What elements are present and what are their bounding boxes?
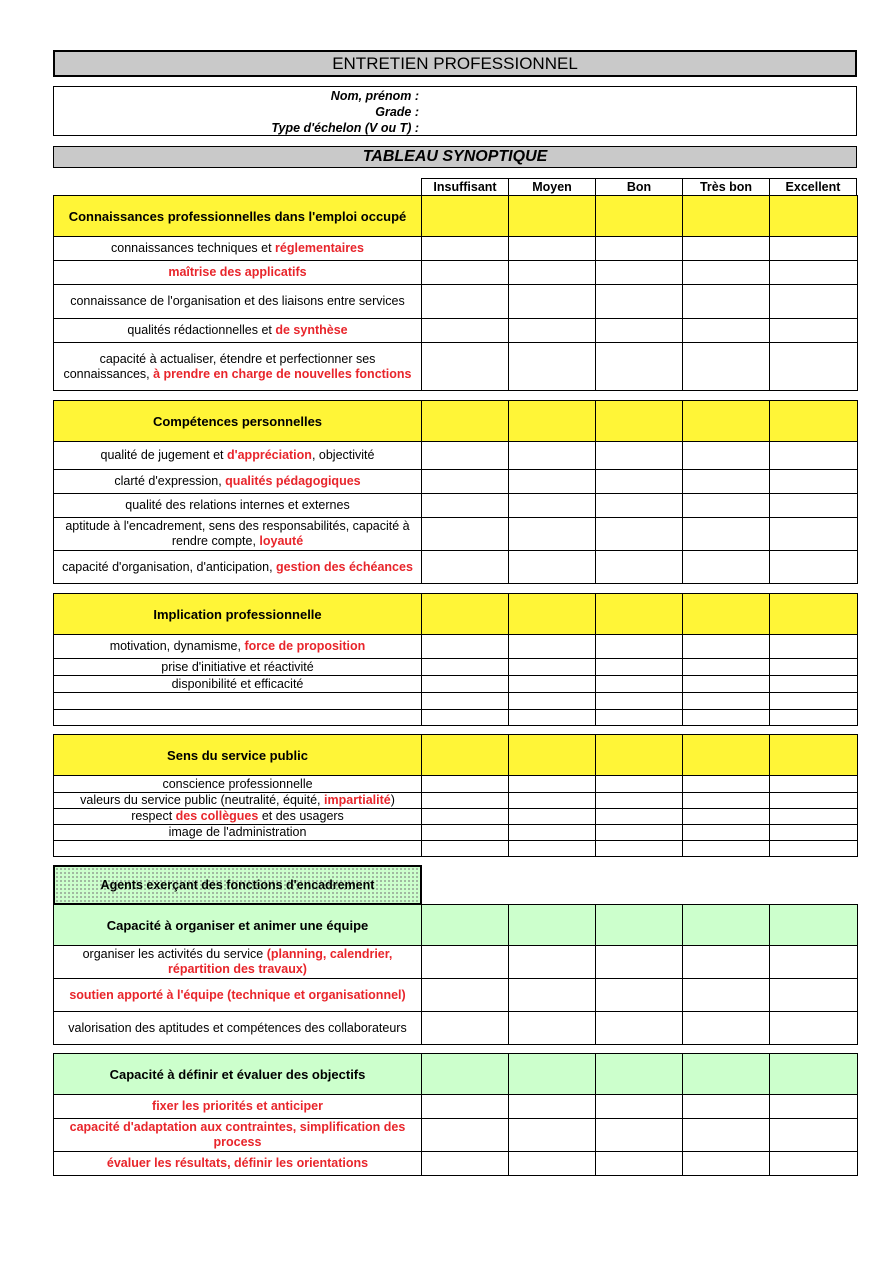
section-competences-personnelles bbox=[53, 400, 858, 584]
criterion-text: connaissances techniques et bbox=[111, 241, 276, 255]
rating-cell-insuffisant[interactable] bbox=[422, 676, 509, 693]
section-title: Capacité à organiser et animer une équipe bbox=[54, 905, 422, 946]
rating-cell-tres-bon[interactable] bbox=[683, 285, 770, 319]
rating-cell-tres-bon[interactable] bbox=[683, 693, 770, 710]
rating-cell-bon[interactable] bbox=[596, 946, 683, 979]
criterion-row bbox=[54, 676, 858, 693]
criterion-text: connaissance de l'organisation et des liaisons entre services bbox=[70, 294, 405, 308]
rating-cell-excellent[interactable] bbox=[770, 442, 858, 470]
section-header-cell bbox=[770, 905, 858, 946]
criterion-label bbox=[54, 1152, 422, 1176]
section-header-cell bbox=[422, 196, 509, 237]
rating-cell-moyen[interactable] bbox=[509, 659, 596, 676]
rating-cell-insuffisant[interactable] bbox=[422, 237, 509, 261]
criterion-row bbox=[54, 518, 858, 551]
rating-cell-moyen[interactable] bbox=[509, 551, 596, 584]
rating-cell-moyen[interactable] bbox=[509, 793, 596, 809]
criterion-text: clarté d'expression, bbox=[114, 474, 226, 488]
section-header-cell bbox=[509, 735, 596, 776]
criterion-row bbox=[54, 494, 858, 518]
criterion-row bbox=[54, 1095, 858, 1119]
rating-cell-bon[interactable] bbox=[596, 1012, 683, 1045]
rating-cell-tres-bon[interactable] bbox=[683, 551, 770, 584]
section-header-row bbox=[54, 401, 858, 442]
rating-cell-bon[interactable] bbox=[596, 1152, 683, 1176]
criterion-label bbox=[54, 693, 422, 710]
criterion-text-highlight: (planning, calendrier, répartition des travaux) bbox=[168, 947, 393, 976]
criterion-text-highlight: à prendre en charge de nouvelles fonctions bbox=[153, 366, 412, 381]
criterion-text: qualité de jugement et bbox=[100, 448, 227, 462]
criterion-row bbox=[54, 551, 858, 584]
rating-cell-moyen[interactable] bbox=[509, 841, 596, 857]
section-header-cell bbox=[596, 905, 683, 946]
criterion-row bbox=[54, 946, 858, 979]
rating-cell-tres-bon[interactable] bbox=[683, 676, 770, 693]
section-header-cell bbox=[596, 735, 683, 776]
rating-cell-bon[interactable] bbox=[596, 841, 683, 857]
rating-cell-moyen[interactable] bbox=[509, 710, 596, 726]
section-title: Implication professionnelle bbox=[54, 594, 422, 635]
rating-cell-insuffisant[interactable] bbox=[422, 261, 509, 285]
rating-cell-tres-bon[interactable] bbox=[683, 710, 770, 726]
column-header-moyen: Moyen bbox=[508, 178, 595, 195]
section-header-cell bbox=[683, 905, 770, 946]
section-sens-service-public bbox=[53, 734, 858, 857]
rating-cell-excellent[interactable] bbox=[770, 518, 858, 551]
rating-cell-bon[interactable] bbox=[596, 979, 683, 1012]
rating-cell-insuffisant[interactable] bbox=[422, 551, 509, 584]
section-header-cell bbox=[596, 594, 683, 635]
identity-box bbox=[53, 86, 857, 136]
rating-cell-bon[interactable] bbox=[596, 825, 683, 841]
rating-cell-tres-bon[interactable] bbox=[683, 841, 770, 857]
section-header-cell bbox=[422, 1054, 509, 1095]
criterion-label bbox=[54, 343, 422, 391]
criterion-row bbox=[54, 261, 858, 285]
section-header-cell bbox=[770, 735, 858, 776]
column-header-tres-bon: Très bon bbox=[682, 178, 769, 195]
criterion-label bbox=[54, 494, 422, 518]
criterion-text: et des usagers bbox=[258, 809, 344, 823]
rating-cell-excellent[interactable] bbox=[770, 343, 858, 391]
rating-cell-insuffisant[interactable] bbox=[422, 635, 509, 659]
criterion-text: prise d'initiative et réactivité bbox=[161, 659, 314, 674]
rating-cell-bon[interactable] bbox=[596, 319, 683, 343]
rating-cell-excellent[interactable] bbox=[770, 946, 858, 979]
rating-cell-insuffisant[interactable] bbox=[422, 841, 509, 857]
rating-cell-excellent[interactable] bbox=[770, 710, 858, 726]
rating-cell-excellent[interactable] bbox=[770, 693, 858, 710]
criterion-text-highlight: capacité d'adaptation aux contraintes, simplification des process bbox=[69, 1120, 406, 1149]
rating-cell-excellent[interactable] bbox=[770, 676, 858, 693]
rating-cell-tres-bon[interactable] bbox=[683, 442, 770, 470]
rating-cell-excellent[interactable] bbox=[770, 1012, 858, 1045]
section-header-row bbox=[54, 594, 858, 635]
section-definir-evaluer-objectifs bbox=[53, 1053, 858, 1176]
rating-cell-moyen[interactable] bbox=[509, 635, 596, 659]
criterion-label bbox=[54, 659, 422, 676]
criterion-label bbox=[54, 841, 422, 857]
rating-cell-tres-bon[interactable] bbox=[683, 470, 770, 494]
rating-cell-bon[interactable] bbox=[596, 343, 683, 391]
rating-cell-insuffisant[interactable] bbox=[422, 693, 509, 710]
section-header-cell bbox=[422, 735, 509, 776]
rating-cell-bon[interactable] bbox=[596, 237, 683, 261]
echelon-type-label: Type d'échelon (V ou T) : bbox=[271, 121, 419, 135]
criterion-row bbox=[54, 343, 858, 391]
criterion-text-highlight: fixer les priorités et anticiper bbox=[152, 1099, 323, 1113]
rating-cell-moyen[interactable] bbox=[509, 442, 596, 470]
rating-cell-moyen[interactable] bbox=[509, 946, 596, 979]
rating-cell-bon[interactable] bbox=[596, 693, 683, 710]
section-title: Capacité à définir et évaluer des objectifs bbox=[54, 1054, 422, 1095]
rating-cell-bon[interactable] bbox=[596, 659, 683, 676]
criterion-text: conscience professionnelle bbox=[162, 776, 313, 791]
section-title: Sens du service public bbox=[54, 735, 422, 776]
column-header-insuffisant: Insuffisant bbox=[421, 178, 508, 195]
criterion-row bbox=[54, 776, 858, 793]
rating-cell-moyen[interactable] bbox=[509, 343, 596, 391]
section-header-cell bbox=[509, 196, 596, 237]
section-connaissances-professionnelles bbox=[53, 195, 858, 391]
section-header-cell bbox=[683, 196, 770, 237]
rating-cell-excellent[interactable] bbox=[770, 979, 858, 1012]
criterion-text: organiser les activités du service bbox=[82, 947, 267, 961]
section-header-cell bbox=[509, 594, 596, 635]
rating-cell-insuffisant[interactable] bbox=[422, 1012, 509, 1045]
rating-cell-insuffisant[interactable] bbox=[422, 825, 509, 841]
rating-cell-excellent[interactable] bbox=[770, 551, 858, 584]
criterion-text: aptitude à l'encadrement, sens des responsabilités, capacité à rendre compte, bbox=[65, 519, 410, 548]
criterion-label bbox=[54, 1095, 422, 1119]
rating-cell-moyen[interactable] bbox=[509, 518, 596, 551]
rating-cell-excellent[interactable] bbox=[770, 1152, 858, 1176]
section-header-cell bbox=[683, 735, 770, 776]
criterion-text: capacité à actualiser, étendre et perfectionner ses connaissances, bbox=[63, 351, 376, 381]
rating-cell-tres-bon[interactable] bbox=[683, 635, 770, 659]
section-header-row bbox=[54, 196, 858, 237]
criterion-text: capacité d'organisation, d'anticipation, bbox=[62, 559, 277, 574]
section-header-cell bbox=[422, 905, 509, 946]
column-header-excellent: Excellent bbox=[769, 178, 857, 195]
criterion-label bbox=[54, 676, 422, 693]
section-header-cell bbox=[596, 1054, 683, 1095]
criterion-text-highlight: des collègues bbox=[175, 809, 259, 823]
rating-cell-moyen[interactable] bbox=[509, 1152, 596, 1176]
rating-cell-excellent[interactable] bbox=[770, 793, 858, 809]
criterion-text: respect bbox=[131, 809, 176, 823]
section-header-cell bbox=[770, 401, 858, 442]
criterion-label bbox=[54, 319, 422, 343]
page-title: ENTRETIEN PROFESSIONNEL bbox=[53, 50, 857, 77]
rating-cell-moyen[interactable] bbox=[509, 676, 596, 693]
rating-cell-tres-bon[interactable] bbox=[683, 343, 770, 391]
rating-cell-moyen[interactable] bbox=[509, 285, 596, 319]
rating-cell-excellent[interactable] bbox=[770, 237, 858, 261]
rating-cell-insuffisant[interactable] bbox=[422, 1152, 509, 1176]
criterion-text-highlight: gestion des échéances bbox=[276, 559, 413, 574]
rating-cell-bon[interactable] bbox=[596, 494, 683, 518]
criterion-label bbox=[54, 518, 422, 551]
rating-cell-bon[interactable] bbox=[596, 1119, 683, 1152]
criterion-text: disponibilité et efficacité bbox=[171, 676, 304, 691]
rating-cell-tres-bon[interactable] bbox=[683, 979, 770, 1012]
rating-cell-insuffisant[interactable] bbox=[422, 809, 509, 825]
rating-cell-bon[interactable] bbox=[596, 442, 683, 470]
criterion-label bbox=[54, 1119, 422, 1152]
criterion-text: , objectivité bbox=[311, 448, 375, 462]
criterion-row bbox=[54, 809, 858, 825]
criterion-row bbox=[54, 635, 858, 659]
criterion-text: ) bbox=[390, 793, 395, 807]
name-label: Nom, prénom : bbox=[330, 89, 419, 103]
section-title: Connaissances professionnelles dans l'emploi occupé bbox=[54, 196, 422, 237]
criterion-label bbox=[54, 551, 422, 584]
rating-cell-moyen[interactable] bbox=[509, 979, 596, 1012]
criterion-row bbox=[54, 319, 858, 343]
criterion-row bbox=[54, 1012, 858, 1045]
criterion-text-highlight: d'appréciation bbox=[227, 448, 312, 462]
rating-cell-excellent[interactable] bbox=[770, 319, 858, 343]
rating-cell-insuffisant[interactable] bbox=[422, 1119, 509, 1152]
criterion-row bbox=[54, 1119, 858, 1152]
synoptic-title: TABLEAU SYNOPTIQUE bbox=[53, 146, 857, 168]
rating-cell-insuffisant[interactable] bbox=[422, 285, 509, 319]
criterion-text-highlight: évaluer les résultats, définir les orientations bbox=[106, 1156, 369, 1170]
criterion-label bbox=[54, 470, 422, 494]
criterion-row bbox=[54, 710, 858, 726]
criterion-label bbox=[54, 809, 422, 825]
rating-cell-bon[interactable] bbox=[596, 518, 683, 551]
rating-cell-excellent[interactable] bbox=[770, 285, 858, 319]
rating-cell-moyen[interactable] bbox=[509, 494, 596, 518]
rating-cell-insuffisant[interactable] bbox=[422, 793, 509, 809]
criterion-label bbox=[54, 285, 422, 319]
column-header-bon: Bon bbox=[595, 178, 682, 195]
section-header-cell bbox=[509, 905, 596, 946]
rating-cell-excellent[interactable] bbox=[770, 841, 858, 857]
section-header-cell bbox=[683, 401, 770, 442]
rating-cell-insuffisant[interactable] bbox=[422, 1095, 509, 1119]
rating-cell-bon[interactable] bbox=[596, 809, 683, 825]
criterion-text-highlight: loyauté bbox=[259, 534, 304, 548]
criterion-row bbox=[54, 1152, 858, 1176]
criterion-text-highlight: force de proposition bbox=[244, 639, 366, 653]
criterion-label bbox=[54, 635, 422, 659]
criterion-text-highlight: maîtrise des applicatifs bbox=[168, 265, 307, 279]
criterion-label bbox=[54, 442, 422, 470]
rating-cell-excellent[interactable] bbox=[770, 1095, 858, 1119]
rating-cell-moyen[interactable] bbox=[509, 776, 596, 793]
rating-cell-insuffisant[interactable] bbox=[422, 343, 509, 391]
criterion-row bbox=[54, 841, 858, 857]
criterion-text-highlight: impartialité bbox=[324, 793, 391, 807]
criterion-label bbox=[54, 776, 422, 793]
section-organiser-animer-equipe bbox=[53, 904, 858, 1045]
criterion-text: valorisation des aptitudes et compétences des collaborateurs bbox=[68, 1020, 407, 1035]
criterion-text: qualité des relations internes et externes bbox=[125, 498, 350, 512]
criterion-label bbox=[54, 979, 422, 1012]
rating-cell-tres-bon[interactable] bbox=[683, 946, 770, 979]
criterion-label bbox=[54, 793, 422, 809]
rating-cell-tres-bon[interactable] bbox=[683, 1152, 770, 1176]
management-functions-box: Agents exerçant des fonctions d'encadrement bbox=[53, 865, 422, 905]
criterion-row bbox=[54, 442, 858, 470]
section-header-row bbox=[54, 905, 858, 946]
rating-cell-tres-bon[interactable] bbox=[683, 659, 770, 676]
rating-cell-bon[interactable] bbox=[596, 710, 683, 726]
rating-cell-tres-bon[interactable] bbox=[683, 793, 770, 809]
section-header-cell bbox=[509, 1054, 596, 1095]
grade-label: Grade : bbox=[375, 105, 419, 119]
rating-cell-tres-bon[interactable] bbox=[683, 809, 770, 825]
section-header-cell bbox=[770, 196, 858, 237]
criterion-row bbox=[54, 793, 858, 809]
rating-cell-insuffisant[interactable] bbox=[422, 979, 509, 1012]
rating-cell-moyen[interactable] bbox=[509, 693, 596, 710]
criterion-row bbox=[54, 979, 858, 1012]
criterion-row bbox=[54, 237, 858, 261]
rating-cell-moyen[interactable] bbox=[509, 1012, 596, 1045]
rating-cell-excellent[interactable] bbox=[770, 261, 858, 285]
rating-cell-bon[interactable] bbox=[596, 793, 683, 809]
section-header-cell bbox=[596, 401, 683, 442]
rating-cell-bon[interactable] bbox=[596, 261, 683, 285]
rating-cell-insuffisant[interactable] bbox=[422, 946, 509, 979]
rating-cell-bon[interactable] bbox=[596, 776, 683, 793]
section-implication-professionnelle bbox=[53, 593, 858, 726]
rating-cell-tres-bon[interactable] bbox=[683, 825, 770, 841]
rating-cell-insuffisant[interactable] bbox=[422, 776, 509, 793]
rating-cell-bon[interactable] bbox=[596, 470, 683, 494]
rating-cell-tres-bon[interactable] bbox=[683, 261, 770, 285]
rating-cell-tres-bon[interactable] bbox=[683, 1095, 770, 1119]
rating-cell-excellent[interactable] bbox=[770, 809, 858, 825]
rating-cell-moyen[interactable] bbox=[509, 1095, 596, 1119]
rating-cell-insuffisant[interactable] bbox=[422, 659, 509, 676]
criterion-row bbox=[54, 659, 858, 676]
section-header-cell bbox=[683, 1054, 770, 1095]
criterion-label bbox=[54, 261, 422, 285]
criterion-row bbox=[54, 825, 858, 841]
rating-cell-excellent[interactable] bbox=[770, 470, 858, 494]
rating-cell-tres-bon[interactable] bbox=[683, 1012, 770, 1045]
rating-cell-moyen[interactable] bbox=[509, 1119, 596, 1152]
criterion-row bbox=[54, 693, 858, 710]
criterion-text-highlight: de synthèse bbox=[275, 323, 348, 337]
section-header-cell bbox=[683, 594, 770, 635]
rating-cell-moyen[interactable] bbox=[509, 470, 596, 494]
rating-cell-excellent[interactable] bbox=[770, 635, 858, 659]
rating-cell-excellent[interactable] bbox=[770, 1119, 858, 1152]
criterion-label bbox=[54, 710, 422, 726]
section-title: Compétences personnelles bbox=[54, 401, 422, 442]
rating-cell-moyen[interactable] bbox=[509, 319, 596, 343]
section-header-cell bbox=[770, 1054, 858, 1095]
rating-cell-excellent[interactable] bbox=[770, 659, 858, 676]
rating-cell-insuffisant[interactable] bbox=[422, 442, 509, 470]
rating-cell-bon[interactable] bbox=[596, 285, 683, 319]
criterion-label bbox=[54, 825, 422, 841]
rating-cell-tres-bon[interactable] bbox=[683, 237, 770, 261]
section-header-cell bbox=[596, 196, 683, 237]
criterion-text: motivation, dynamisme, bbox=[109, 639, 245, 653]
rating-cell-bon[interactable] bbox=[596, 676, 683, 693]
criterion-label bbox=[54, 1012, 422, 1045]
rating-cell-insuffisant[interactable] bbox=[422, 319, 509, 343]
rating-cell-insuffisant[interactable] bbox=[422, 494, 509, 518]
criterion-text: qualités rédactionnelles et bbox=[127, 323, 276, 337]
rating-cell-moyen[interactable] bbox=[509, 261, 596, 285]
criterion-text: image de l'administration bbox=[168, 825, 307, 839]
criterion-text-highlight: qualités pédagogiques bbox=[225, 474, 361, 488]
section-header-cell bbox=[422, 594, 509, 635]
rating-cell-moyen[interactable] bbox=[509, 825, 596, 841]
rating-cell-tres-bon[interactable] bbox=[683, 494, 770, 518]
criterion-text-highlight: réglementaires bbox=[275, 241, 364, 255]
rating-cell-insuffisant[interactable] bbox=[422, 518, 509, 551]
rating-cell-bon[interactable] bbox=[596, 551, 683, 584]
criterion-label bbox=[54, 946, 422, 979]
section-header-cell bbox=[509, 401, 596, 442]
rating-cell-tres-bon[interactable] bbox=[683, 776, 770, 793]
rating-cell-moyen[interactable] bbox=[509, 809, 596, 825]
rating-cell-moyen[interactable] bbox=[509, 237, 596, 261]
rating-cell-insuffisant[interactable] bbox=[422, 710, 509, 726]
rating-cell-insuffisant[interactable] bbox=[422, 470, 509, 494]
criterion-row bbox=[54, 285, 858, 319]
criterion-text-highlight: soutien apporté à l'équipe (technique et organisationnel) bbox=[69, 987, 406, 1002]
rating-cell-tres-bon[interactable] bbox=[683, 319, 770, 343]
rating-cell-tres-bon[interactable] bbox=[683, 518, 770, 551]
rating-cell-excellent[interactable] bbox=[770, 494, 858, 518]
rating-cell-tres-bon[interactable] bbox=[683, 1119, 770, 1152]
rating-cell-excellent[interactable] bbox=[770, 776, 858, 793]
section-header-cell bbox=[770, 594, 858, 635]
criterion-row bbox=[54, 470, 858, 494]
criterion-label bbox=[54, 237, 422, 261]
section-header-row bbox=[54, 735, 858, 776]
rating-cell-bon[interactable] bbox=[596, 1095, 683, 1119]
criterion-text: valeurs du service public (neutralité, équité, bbox=[80, 793, 325, 807]
section-header-row bbox=[54, 1054, 858, 1095]
rating-cell-bon[interactable] bbox=[596, 635, 683, 659]
rating-cell-excellent[interactable] bbox=[770, 825, 858, 841]
section-header-cell bbox=[422, 401, 509, 442]
